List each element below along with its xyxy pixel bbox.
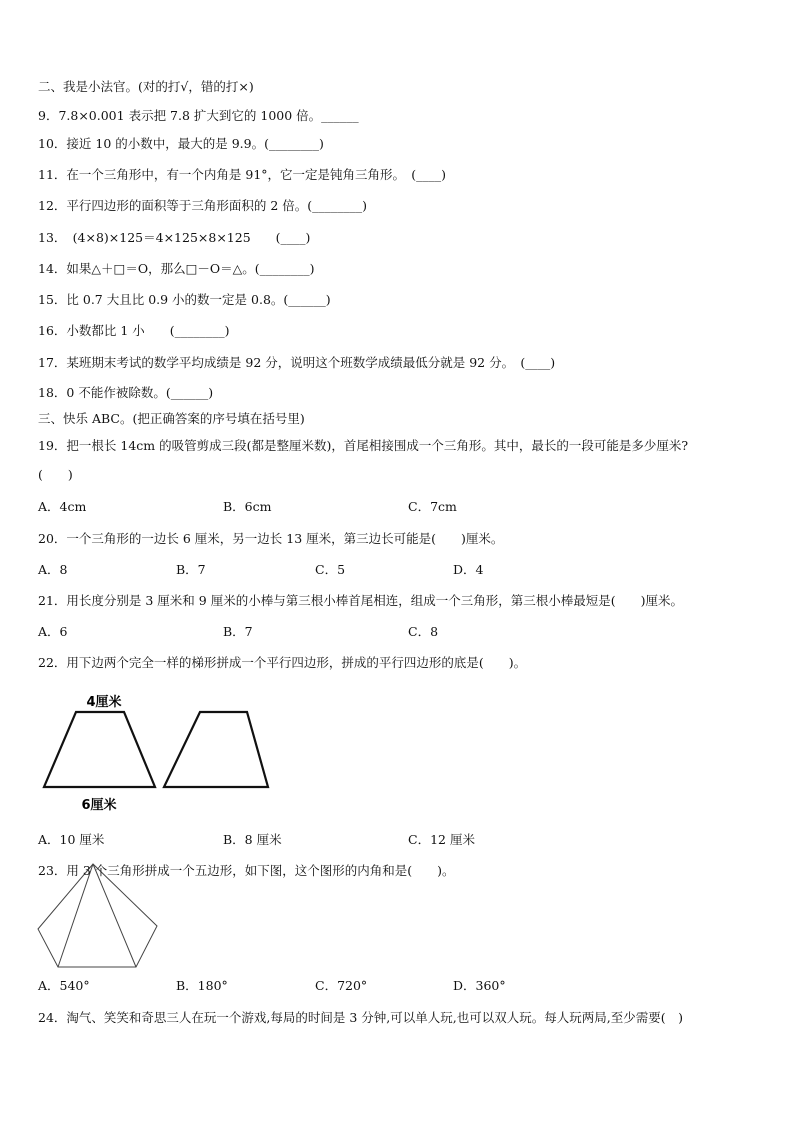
option-b: B．6cm (223, 499, 272, 514)
section3-heading: 三、快乐 ABC。(把正确答案的序号填在括号里) (38, 411, 305, 426)
option-a: A．540° (38, 978, 90, 993)
option-a: A．6 (38, 624, 68, 639)
question-23: 23．用 3 个三角形拼成一个五边形，如下图，这个图形的内角和是( )。 (38, 863, 455, 878)
trapezoid-right (164, 712, 268, 787)
trapezoid-left (44, 712, 155, 787)
option-a: A．10 厘米 (38, 832, 105, 847)
question-20: 20．一个三角形的一边长 6 厘米，另一边长 13 厘米，第三边长可能是( )厘米。 (38, 531, 504, 546)
bottom-length-label: 6厘米 (81, 798, 117, 813)
option-d: D．4 (453, 562, 484, 577)
option-a: A．4cm (38, 499, 87, 514)
question-24: 24．淘气、笑笑和奇思三人在玩一个游戏,每局的时间是 3 分钟,可以单人玩,也可以双人玩。每人玩两局,至少需要( ) (38, 1010, 683, 1025)
option-b: B．180° (176, 978, 228, 993)
question-16: 16．小数都比 1 小 (________) (38, 323, 230, 338)
section2-heading: 二、我是小法官。(对的打√，错的打×) (38, 79, 254, 94)
question-10: 10．接近 10 的小数中，最大的是 9.9。(________) (38, 136, 324, 151)
question-14: 14．如果△＋□＝O，那么□－O＝△。(________) (38, 261, 315, 276)
pentagon-outline (38, 864, 157, 967)
question-22: 22．用下边两个完全一样的梯形拼成一个平行四边形，拼成的平行四边形的底是( )。 (38, 655, 527, 670)
option-c: C．8 (408, 624, 439, 639)
question-18: 18．0 不能作被除数。(______) (38, 385, 214, 400)
question-21: 21．用长度分别是 3 厘米和 9 厘米的小棒与第三根小棒首尾相连，组成一个三角形，第三根小棒最短是( )厘米。 (38, 593, 683, 608)
pentagon-diagonal-2 (93, 864, 136, 967)
option-b: B．7 (223, 624, 253, 639)
top-length-label: 4厘米 (86, 695, 122, 710)
option-b: B．8 厘米 (223, 832, 282, 847)
option-a: A．8 (38, 562, 68, 577)
question-19: 19．把一根长 14cm 的吸管剪成三段(都是整厘米数)，首尾相接围成一个三角形。其中，最长的一段可能是多少厘米? (38, 438, 689, 453)
option-b: B．7 (176, 562, 206, 577)
question-13: 13． (4×8)×125＝4×125×8×125 (____) (38, 230, 311, 245)
option-c: C．720° (315, 978, 368, 993)
question-19-blank: ( ) (38, 467, 73, 482)
question-17: 17．某班期末考试的数学平均成绩是 92 分，说明这个班数学成绩最低分就是 92 分。 (____) (38, 355, 556, 370)
option-c: C．7cm (408, 499, 457, 514)
option-c: C．12 厘米 (408, 832, 475, 847)
question-15: 15．比 0.7 大且比 0.9 小的数一定是 0.8。(______) (38, 292, 331, 307)
option-c: C．5 (315, 562, 346, 577)
option-d: D．360° (453, 978, 506, 993)
pentagon-diagonal-1 (58, 864, 93, 967)
question-11: 11．在一个三角形中，有一个内角是 91°，它一定是钝角三角形。 (____) (38, 167, 447, 182)
question-9: 9．7.8×0.001 表示把 7.8 扩大到它的 1000 倍。______ (38, 108, 359, 123)
question-12: 12．平行四边形的面积等于三角形面积的 2 倍。(________) (38, 198, 368, 213)
